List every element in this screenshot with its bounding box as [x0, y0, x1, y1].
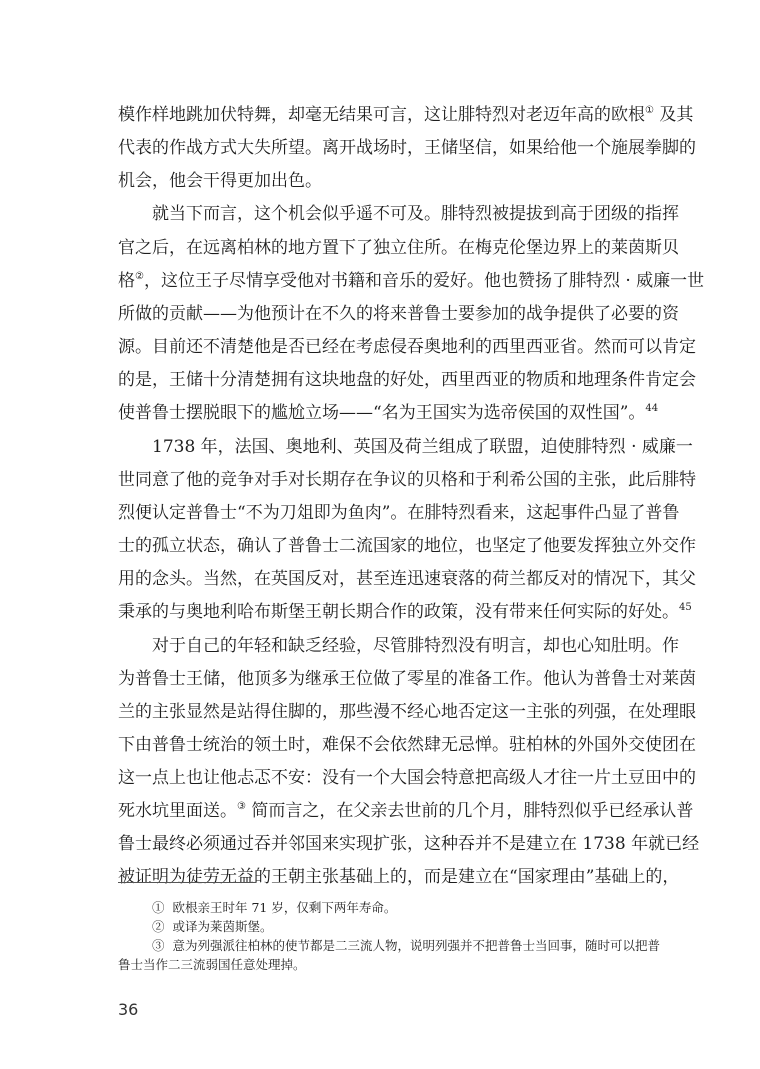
footnote-2: ② 或译为莱茵斯堡。	[152, 919, 273, 934]
text-line: 就当下而言，这个机会似乎遥不可及。腓特烈被提拔到高于团级的指挥	[152, 204, 679, 224]
text-line: 为普鲁士王储，他顶多为继承王位做了零星的准备工作。他认为普鲁士对莱茵	[118, 669, 696, 689]
footnote-3: ③ 意为列强派往柏林的使节都是二三流人物，说明列强并不把普鲁士当回事，随时可以把普	[152, 938, 660, 953]
text-line: 官之后，在远离柏林的地方置下了独立住所。在梅克伦堡边界上的莱茵斯贝	[118, 238, 679, 258]
footnote-ref-2: ②	[135, 271, 144, 282]
footnote-ref-1: ①	[645, 105, 654, 116]
footnote-1: ① 欧根亲王时年 71 岁，仅剩下两年寿命。	[152, 900, 397, 915]
text-line: 格②，这位王子尽情享受他对书籍和音乐的爱好。他也赞扬了腓特烈 · 威廉一世	[118, 271, 705, 291]
text-line: 用的念头。当然，在英国反对，甚至连迅速衰落的荷兰都反对的情况下，其父	[118, 569, 696, 589]
text-line: 机会，他会干得更加出色。	[118, 171, 322, 191]
footnote-divider	[118, 882, 256, 883]
text-line: 死水坑里面送。③ 简而言之，在父亲去世前的几个月，腓特烈似乎已经承认普	[118, 801, 694, 821]
text-line: 使普鲁士摆脱眼下的尴尬立场——“名为王国实为选帝侯国的双性国”。$^{44}$	[118, 403, 659, 423]
footnote-ref-3: ③	[237, 801, 246, 812]
text-line: 源。目前还不清楚他是否已经在考虑侵吞奥地利的西里西亚省。然而可以肯定	[118, 337, 696, 357]
text-line: 士的孤立状态，确认了普鲁士二流国家的地位，也坚定了他要发挥独立外交作	[118, 536, 696, 556]
text-line: 世同意了他的竞争对手对长期存在争议的贝格和于利希公国的主张，此后腓特	[118, 470, 696, 490]
text-line: 这一点上也让他忐忑不安：没有一个大国会特意把高级人才往一片土豆田中的	[118, 768, 696, 788]
text-line: 对于自己的年轻和缺乏经验，尽管腓特烈没有明言，却也心知肚明。作	[152, 636, 679, 656]
endnote-ref-45: 45	[679, 602, 692, 613]
text-line: 鲁士最终必须通过吞并邻国来实现扩张，这种吞并不是建立在 1738 年就已经	[118, 834, 700, 854]
text-line: 所做的贡献——为他预计在不久的将来普鲁士要参加的战争提供了必要的资	[118, 304, 679, 324]
text-line: 兰的主张显然是站得住脚的，那些漫不经心地否定这一主张的列强，在处理眼	[118, 702, 696, 722]
text-line: 下由普鲁士统治的领土时，难保不会依然肆无忌惮。驻柏林的外国外交使团在	[118, 735, 696, 755]
text-line: 被证明为徒劳无益的王朝主张基础上的，而是建立在“国家理由”基础上的，	[118, 867, 680, 887]
text-line: 秉承的与奥地利哈布斯堡王朝长期合作的政策，没有带来任何实际的好处。$^{45}$	[118, 602, 692, 622]
text-line: 模作样地跳加伏特舞，却毫无结果可言，这让腓特烈对老迈年高的欧根① 及其	[118, 105, 694, 125]
footnote-3-continued: 鲁士当作二三流弱国任意处理掉。	[118, 957, 306, 972]
page-number: 36	[118, 1000, 139, 1019]
endnote-ref-44: 44	[645, 403, 659, 414]
text-line: 烈便认定普鲁士“不为刀俎即为鱼肉”。在腓特烈看来，这起事件凸显了普鲁	[118, 503, 680, 523]
text-line: 的是，王储十分清楚拥有这块地盘的好处，西里西亚的物质和地理条件肯定会	[118, 370, 696, 390]
text-line: 代表的作战方式大失所望。离开战场时，王储坚信，如果给他一个施展拳脚的	[118, 138, 696, 158]
text-line: 1738 年，法国、奥地利、英国及荷兰组成了联盟，迫使腓特烈 · 威廉一	[152, 437, 693, 457]
